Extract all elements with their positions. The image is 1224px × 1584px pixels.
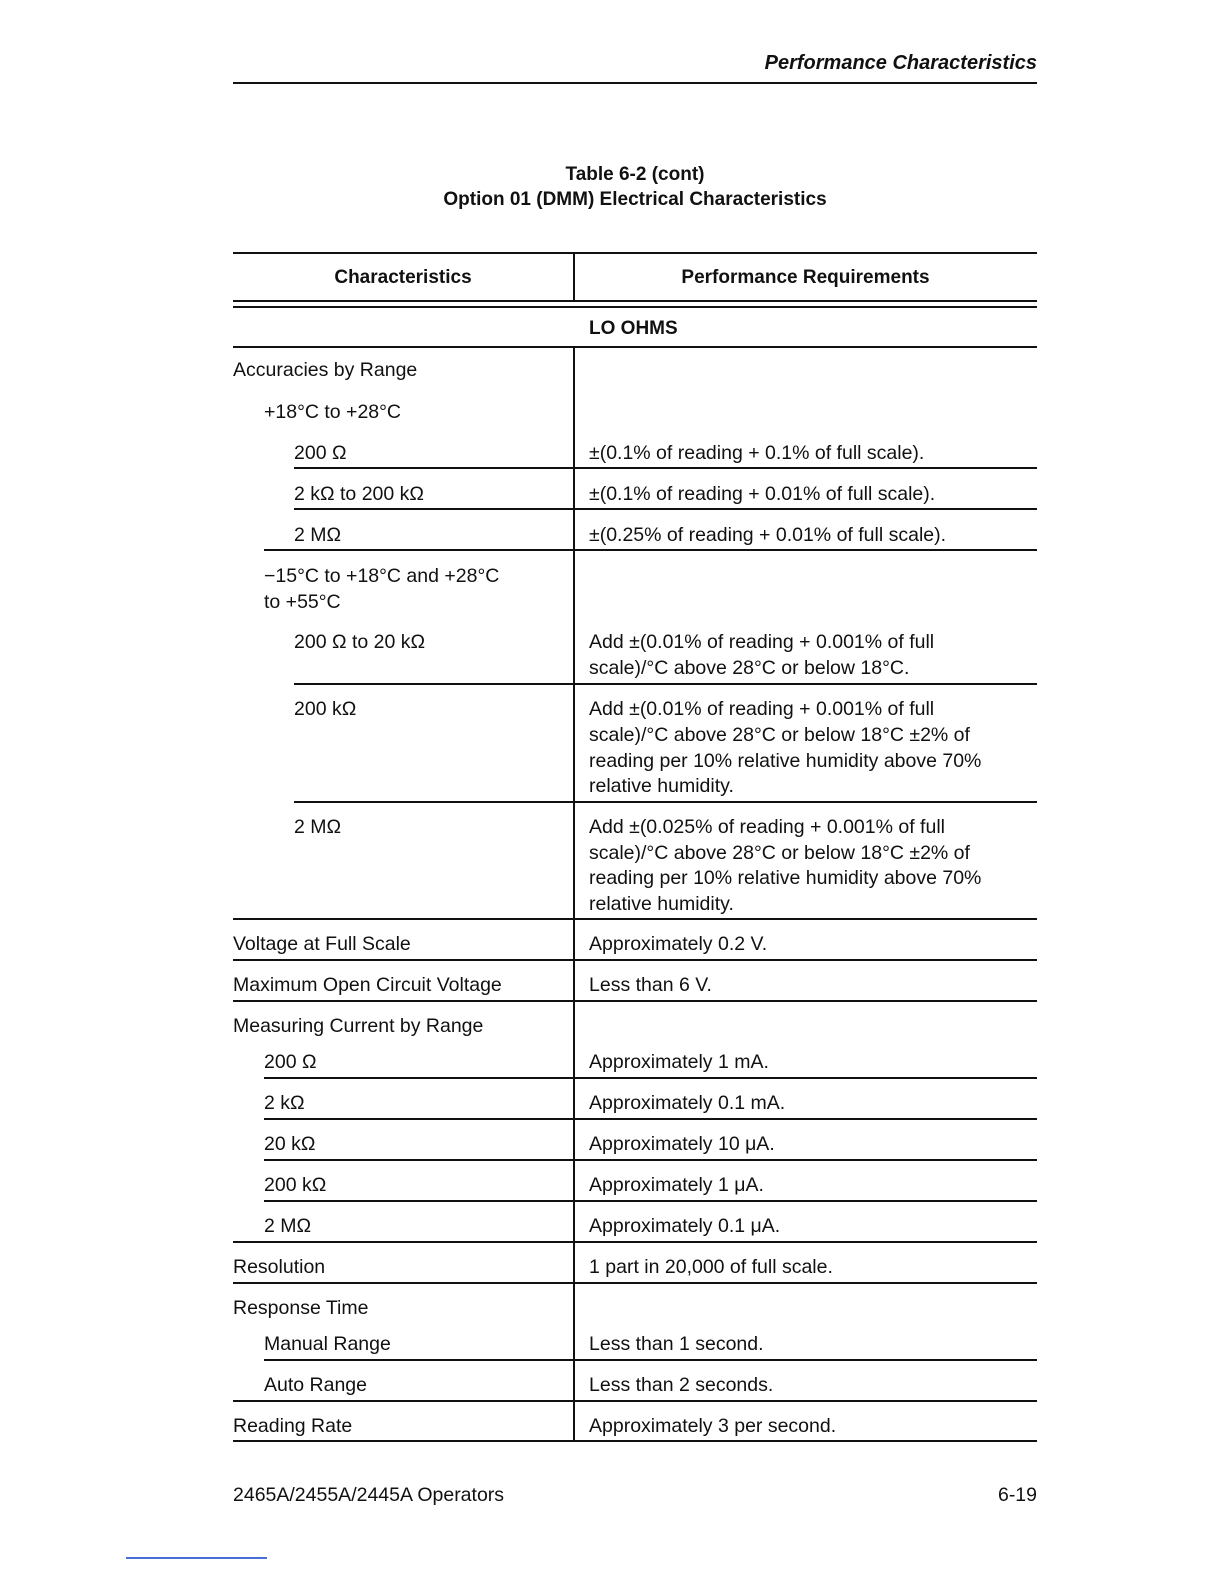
table-header-row [233,254,1037,302]
row-label: 2 MΩ [264,1215,312,1237]
column-header-characteristics: Characteristics [334,267,472,288]
row-rule [264,1118,1037,1120]
row-value: ±(0.25% of reading + 0.01% of full scale). [589,524,947,546]
row-label: 2 MΩ [294,524,342,546]
row-value: Less than 1 second. [589,1333,764,1355]
row-value: reading per 10% relative humidity above 70% [589,867,982,889]
row-label: Resolution [233,1256,326,1278]
row-value: Approximately 1 μA. [589,1174,764,1196]
row-value: ±(0.1% of reading + 0.1% of full scale). [589,442,925,464]
row-label: Maximum Open Circuit Voltage [233,974,502,996]
section-title: LO OHMS [589,318,678,339]
row-value: Approximately 3 per second. [589,1415,837,1437]
running-header [233,50,1037,84]
running-header-title: Performance Characteristics [764,52,1037,74]
row-label: 2 kΩ to 200 kΩ [294,483,424,505]
row-label: Response Time [233,1297,369,1319]
row-value: Approximately 0.1 μA. [589,1215,781,1237]
row-value: Approximately 0.1 mA. [589,1092,786,1114]
row-value: scale)/°C above 28°C or below 18°C ±2% of [589,724,970,746]
row-value: Approximately 10 μA. [589,1133,775,1155]
row-rule [294,683,1037,685]
row-value: Less than 6 V. [589,974,712,996]
row-value: Add ±(0.025% of reading + 0.001% of full [589,816,945,838]
row-rule [233,1282,1037,1284]
table-bottom-rule [233,1440,1037,1442]
row-rule [233,918,1037,920]
header-rule-2 [233,306,1037,308]
row-rule [294,508,1037,510]
header-rule-1 [233,300,1037,302]
row-label: +18°C to +28°C [264,401,402,423]
row-value: Approximately 1 mA. [589,1051,769,1073]
row-value: Less than 2 seconds. [589,1374,774,1396]
row-label: Voltage at Full Scale [233,933,411,955]
column-header-performance: Performance Requirements [681,267,930,288]
row-label: Manual Range [264,1333,391,1355]
row-value: 1 part in 20,000 of full scale. [589,1256,833,1278]
row-value: scale)/°C above 28°C or below 18°C ±2% of [589,842,970,864]
row-label: 200 Ω to 20 kΩ [294,631,426,653]
row-label: 2 MΩ [294,816,342,838]
footer-manual-title: 2465A/2455A/2445A Operators [233,1484,505,1506]
row-rule [264,1159,1037,1161]
row-label: 2 kΩ [264,1092,305,1114]
row-label: 200 Ω [294,442,347,464]
row-rule [233,1241,1037,1243]
row-rule [233,959,1037,961]
row-rule [264,549,1037,551]
row-label: to +55°C [264,591,341,613]
row-label: 20 kΩ [264,1133,316,1155]
row-rule [264,1077,1037,1079]
row-value: reading per 10% relative humidity above 70% [589,750,982,772]
table-title [233,162,1037,212]
row-label: 200 kΩ [264,1174,327,1196]
row-label: −15°C to +18°C and +28°C [264,565,500,587]
row-rule [233,1400,1037,1402]
section-rule [233,346,1037,348]
row-label: 200 kΩ [294,698,357,720]
row-rule [294,467,1037,469]
row-label: Reading Rate [233,1415,353,1437]
row-value: Add ±(0.01% of reading + 0.001% of full [589,631,935,653]
row-rule [264,1359,1037,1361]
row-value: ±(0.1% of reading + 0.01% of full scale). [589,483,936,505]
table-number: Table 6-2 (cont) [565,164,705,185]
row-label: 200 Ω [264,1051,317,1073]
spec-table [233,252,1037,1442]
table-caption: Option 01 (DMM) Electrical Characteristics [443,189,827,210]
page-number: 6-19 [997,1484,1037,1506]
row-value: scale)/°C above 28°C or below 18°C. [589,657,910,679]
row-value: Approximately 0.2 V. [589,933,768,955]
row-value: relative humidity. [589,893,734,915]
row-value: relative humidity. [589,775,734,797]
row-rule [264,1200,1037,1202]
row-label: Measuring Current by Range [233,1015,484,1037]
row-value: Add ±(0.01% of reading + 0.001% of full [589,698,935,720]
row-label: Accuracies by Range [233,359,418,381]
row-label: Auto Range [264,1374,367,1396]
row-rule [294,801,1037,803]
blue-underline-mark [126,1557,267,1559]
column-divider [573,346,575,1442]
row-rule [233,1000,1037,1002]
